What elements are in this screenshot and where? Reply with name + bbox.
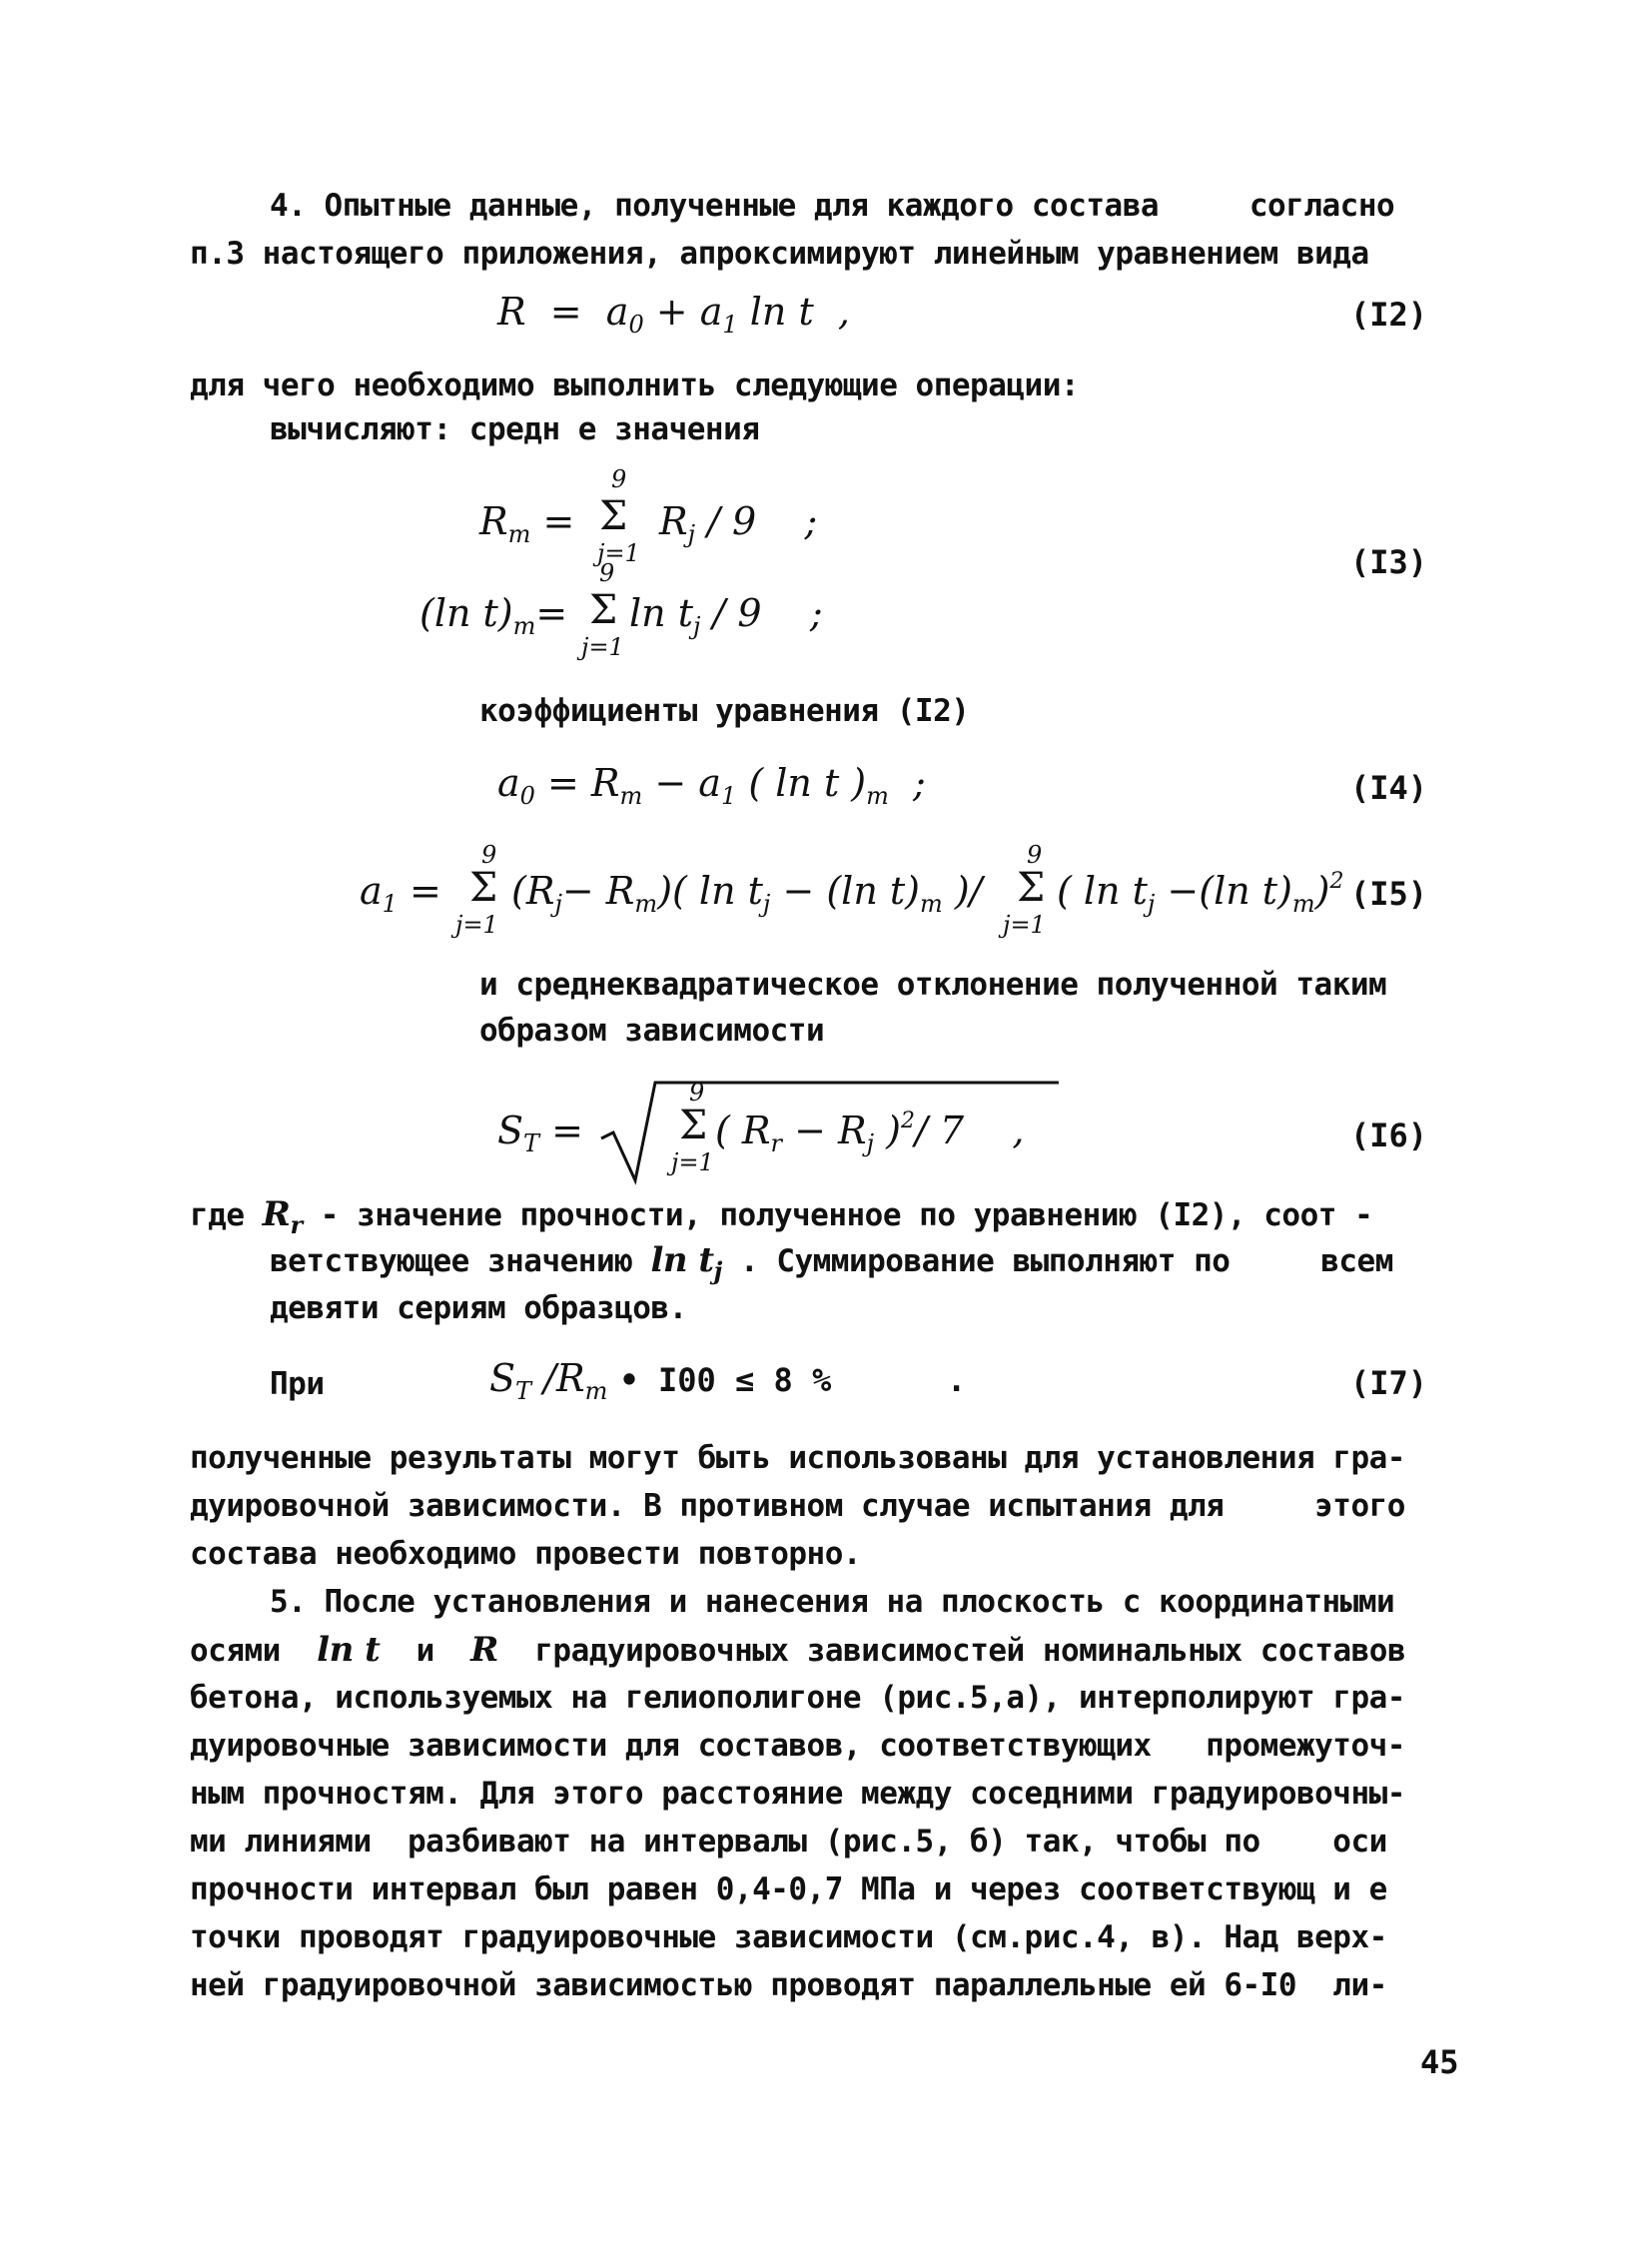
para4-line1: 4. Опытные данные, полученные для каждого состава согласно bbox=[270, 188, 1395, 224]
para5-line5: ным прочностям. Для этого расстояние между соседними градуировочны- bbox=[190, 1776, 1405, 1812]
std-label-line1: и среднеквадратическое отклонение полученной таким bbox=[479, 967, 1387, 1003]
para4-line4: вычисляют: средн е значения bbox=[270, 411, 760, 447]
para5-line4: дуировочные зависимости для составов, соответствующих промежуточ- bbox=[190, 1728, 1405, 1764]
where-line2: ветствующее значению $\ln t_j$ . Суммирование выполняют по всем bbox=[270, 1240, 1393, 1285]
document-page: 4. Опытные данные, полученные для каждого состава согласно п.3 настоящего приложения, апроксимируют линейным уравнением вида $R = a_0 + a_1$ ln t , (I2) для чего необходимо выполнить следующие операции: вычисляют: средн е значения $R_m$ = 9 Σ j=1 $R_j / 9$ ; (ln $t)_m=$ 9 Σ j=1 $\ln t_j / 9$ ; (I3) коэффициенты уравнения (I2) $a_0 = R_m - a_1$ ( ln t )$_m$ ; (I4) $a_1$ = 9 Σ j=1 $(R_j- R_m)$( $\ln t_j - (\ln$ $t)_m$ )/ 9 Σ j=1 ( $\ln t_j -(\ln$ $t)_m)^2$ (I5) и среднеквадратическое отклонение полученной таким образом зависимости $S_T$ = 9 Σ j=1 ( $R_r - R_j$ )$^2$/ 7 , (I6) где $R_r$ - значение прочности, полученное по уравнению (I2), соот - ветствующее значению $\ln t_j$ . Суммирование выполняют по всем девяти сериям образцов. При $S_T$ $/R_m$ • I00 ≤ 8 % . (I7) полученные результаты могут быть использованы для установления гра- дуировочной зависимости. В противном случае испытания для этого состава необходимо провести повторно. 5. После установления и нанесения на плоскость с координатными осями ln t и R градуировочных зависимостей номинальных составов бетона, используемых на гелиополигоне (рис.5,а), интерполируют гра- дуировочные зависимости для составов, соответствующих промежуточ- ным прочностям. Для этого расстояние между соседними градуировочны- ми линиями разбивают на интервалы (рис.5, б) так, чтобы по оси прочности интервал был равен 0,4-0,7 МПа и через соответствующ и е точки проводят градуировочные зависимости (см.рис.4, в). Над верх- ней градуировочной зависимостью проводят параллельные ей 6-I0 ли- 45 bbox=[190, 188, 1459, 2081]
equation-16-number: (I6) bbox=[1350, 1117, 1428, 1154]
equation-17: $S_T$ $/R_m$ • I00 ≤ 8 % . bbox=[489, 1356, 967, 1405]
equation-12: $R = a_0 + a_1$ ln t , bbox=[497, 290, 850, 339]
equation-14: $a_0 = R_m - a_1$ ( ln t )$_m$ ; bbox=[497, 761, 926, 810]
para4-line3: для чего необходимо выполнить следующие операции: bbox=[190, 368, 1080, 403]
para5-line2: осями ln t и R градуировочных зависимостей номинальных составов bbox=[190, 1630, 1406, 1670]
para5-line3: бетона, используемых на гелиополигоне (рис.5,а), интерполируют гра- bbox=[190, 1680, 1405, 1716]
equation-13-number: (I3) bbox=[1350, 543, 1428, 581]
para5-line8: точки проводят градуировочные зависимости (см.рис.4, в). Над верх- bbox=[190, 1919, 1387, 1955]
std-label-line2: образом зависимости bbox=[479, 1013, 825, 1049]
after17-line2: дуировочной зависимости. В противном случае испытания для этого bbox=[190, 1488, 1405, 1524]
equation-12-number: (I2) bbox=[1350, 296, 1428, 334]
where-line3: девяти сериям образцов. bbox=[270, 1290, 687, 1326]
para4-line2: п.3 настоящего приложения, апроксимируют линейным уравнением вида bbox=[190, 236, 1369, 272]
para5-line6: ми линиями разбивают на интервалы (рис.5, б) так, чтобы по оси bbox=[190, 1824, 1387, 1860]
equation-17-prefix: При bbox=[270, 1366, 325, 1402]
page-number: 45 bbox=[1420, 2043, 1459, 2081]
para5-line1: 5. После установления и нанесения на плоскость с координатными bbox=[270, 1584, 1395, 1620]
para5-line9: ней градуировочной зависимостью проводят параллельные ей 6-I0 ли- bbox=[190, 1967, 1387, 2003]
after17-line3: состава необходимо провести повторно. bbox=[190, 1536, 862, 1572]
coefficients-label: коэффициенты уравнения (I2) bbox=[479, 693, 970, 729]
equation-14-number: (I4) bbox=[1350, 769, 1428, 807]
where-line1: где $R_r$ - значение прочности, полученное по уравнению (I2), соот - bbox=[190, 1194, 1373, 1239]
equation-17-number: (I7) bbox=[1350, 1364, 1428, 1402]
after17-line1: полученные результаты могут быть использованы для установления гра- bbox=[190, 1440, 1405, 1476]
para5-line7: прочности интервал был равен 0,4-0,7 МПа и через соответствующ и е bbox=[190, 1871, 1387, 1907]
equation-15-number: (I5) bbox=[1350, 875, 1428, 913]
